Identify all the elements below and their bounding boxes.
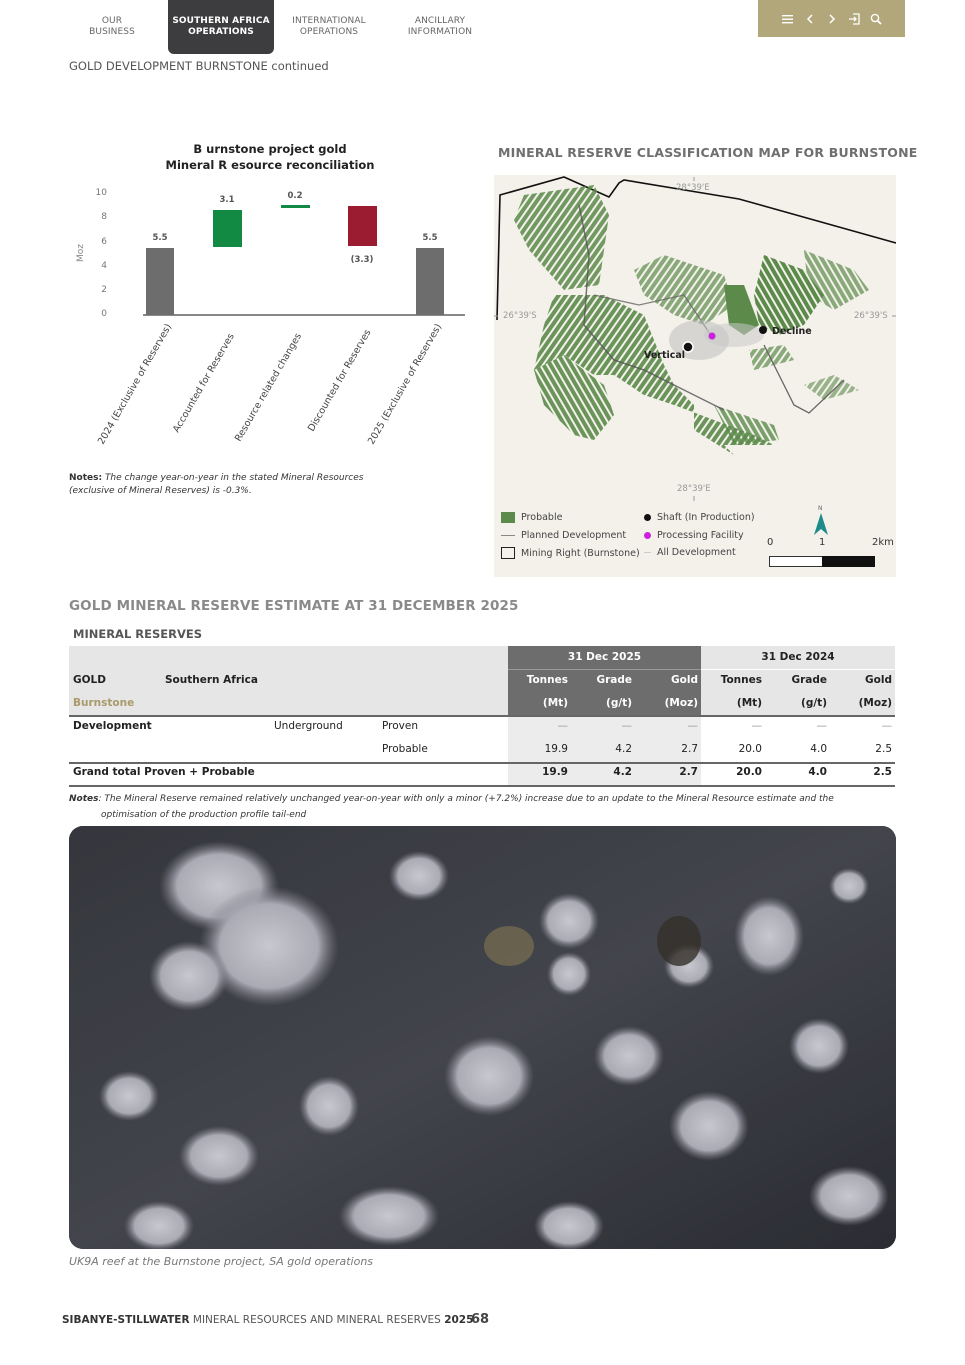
bar-value-label: 5.5 [152,233,168,243]
menu-icon[interactable] [782,12,794,26]
scale-1: 1 [819,537,826,548]
line-swatch-icon [501,535,515,536]
bar-accounted [213,210,242,247]
nav-label: SOUTHERN AFRICA OPERATIONS [172,15,270,37]
legend-shaft: Shaft (In Production) [644,512,755,523]
nav-international-operations[interactable] [282,0,376,54]
search-icon[interactable] [870,12,882,26]
x-category-label: 2024 (Exclusive of Reserves) [96,322,175,447]
footer: SIBANYE-STILLWATER MINERAL RESOURCES AND MINERAL RESERVES 2025 [62,1314,474,1326]
map-title: MINERAL RESERVE CLASSIFICATION MAP FOR BURNSTONE [498,145,918,160]
x-category-label: Discounted for Reserves [306,327,374,434]
outline-swatch-icon [501,547,515,559]
legend-planned-development: Planned Development [501,530,626,541]
col-header: Grade [596,674,632,686]
processing-dot-icon [644,532,651,539]
commodity-header: GOLD [73,674,106,686]
col-header: Grade [791,674,827,686]
bar-value-label: 3.1 [219,195,235,205]
x-category-label: Accounted for Reserves [171,331,237,435]
photo-caption: UK9A reef at the Burnstone project, SA gold operations [69,1255,374,1268]
col-unit: (Mt) [736,697,762,709]
col-unit: (Moz) [858,697,892,709]
page-toolbar [758,0,905,37]
header-divider [508,669,701,670]
mineral-reserves-table: 31 Dec 2025 31 Dec 2024 GOLD Southern Africa Burnstone Tonnes Grade Gold Tonnes Grade Gold (Mt) (g/t) (Moz) (Mt) (g/t) (Moz) Development Underground Proven — — — — — — Probable 19.9 4.2 2.7 20.0 4.0 2.5 Grand total Proven + Probable 19.9 4.2 2.7 20.0 4.0 2.5 [69,646,895,786]
shaft-label-vertical: Vertical [644,350,686,361]
legend-probable: Probable [501,512,562,523]
chart-note: Notes: The change year-on-year in the stated Mineral Resources (exclusive of Mineral Reserves) is -0.3%. [69,473,364,496]
y-tick: 0 [101,309,107,319]
total-rule [69,762,895,764]
bottom-rule [69,785,895,787]
sub-title: MINERAL RESERVES [73,627,203,641]
reef-photo [69,826,896,1249]
bar-value-label: (3.3) [350,255,374,265]
nav-our-business[interactable] [72,0,152,54]
col-header: Gold [865,674,892,686]
coord-right: 26°39'S [854,311,888,321]
y-tick: 10 [95,188,107,198]
y-tick: 8 [101,212,107,222]
bar-2025 [416,248,444,315]
project-header: Burnstone [73,697,135,709]
scale-bar-white [769,556,823,567]
col-header: Gold [671,674,698,686]
bar-2024 [146,248,174,315]
coord-top: 28°39'E [676,183,710,193]
thin-line-swatch-icon [644,552,651,553]
col-unit: (Mt) [542,697,568,709]
y-tick: 6 [101,237,107,247]
legend-mining-right: Mining Right (Burnstone) [501,547,640,559]
bar-value-label: 0.2 [287,191,303,201]
header-rule [69,715,895,717]
north-arrow-icon [814,513,828,539]
scale-0: 0 [767,537,774,548]
reef-photo-image [69,826,896,1249]
bar-value-label: 5.5 [422,233,438,243]
y-axis-label: Moz [76,244,86,262]
nav-label: OUR BUSINESS [89,15,135,37]
legend-processing-facility: Processing Facility [644,530,744,541]
exit-icon[interactable] [848,12,860,26]
col-header: Tonnes [526,674,568,686]
period-2024-header: 31 Dec 2024 [761,651,835,663]
col-header: Tonnes [720,674,762,686]
shaft-label-decline: Decline [772,326,812,337]
coord-bottom: 28°39'E [677,484,711,494]
page-number: 68 [471,1312,490,1327]
probable-swatch-icon [501,512,515,523]
region-header: Southern Africa [165,674,258,686]
nav-label: ANCILLARY INFORMATION [407,15,473,37]
chart-title: B urnstone project gold Mineral R esource reconciliation [165,142,375,172]
y-tick: 2 [101,285,107,295]
period-2025-header: 31 Dec 2025 [567,651,642,663]
col-unit: (Moz) [664,697,698,709]
nav-ancillary-information[interactable] [394,0,486,54]
bar-discounted [348,206,377,246]
coord-left: 26°39'S [503,311,537,321]
bar-resource-changes [281,205,310,208]
chevron-right-icon[interactable] [826,12,838,26]
nav-southern-africa-operations[interactable] [168,0,274,54]
scale-2: 2km [872,537,894,548]
breadcrumb: GOLD DEVELOPMENT BURNSTONE continued [69,59,329,73]
nav-label: INTERNATIONAL OPERATIONS [292,15,366,37]
chevron-left-icon[interactable] [804,12,816,26]
col-unit: (g/t) [801,697,827,709]
x-category-label: Resource related changes [233,331,305,444]
header-divider [701,669,895,670]
section-title: GOLD MINERAL RESERVE ESTIMATE AT 31 DECEMBER 2025 [69,598,519,614]
col-unit: (g/t) [606,697,632,709]
scale-bar-black [822,556,875,567]
table-note: Notes: The Mineral Reserve remained relatively unchanged year-on-year with only a minor (+7.2%) increase due to an update to the Mineral Resource estimate and the optimisation of the production profile tail-end [69,794,834,820]
legend-all-development: All Development [644,547,736,558]
x-category-label: 2025 (Exclusive of Reserves) [366,322,445,447]
shaft-dot-icon [644,514,651,521]
y-tick: 4 [101,261,107,271]
north-label: N [818,505,823,512]
classification-map [494,175,896,577]
